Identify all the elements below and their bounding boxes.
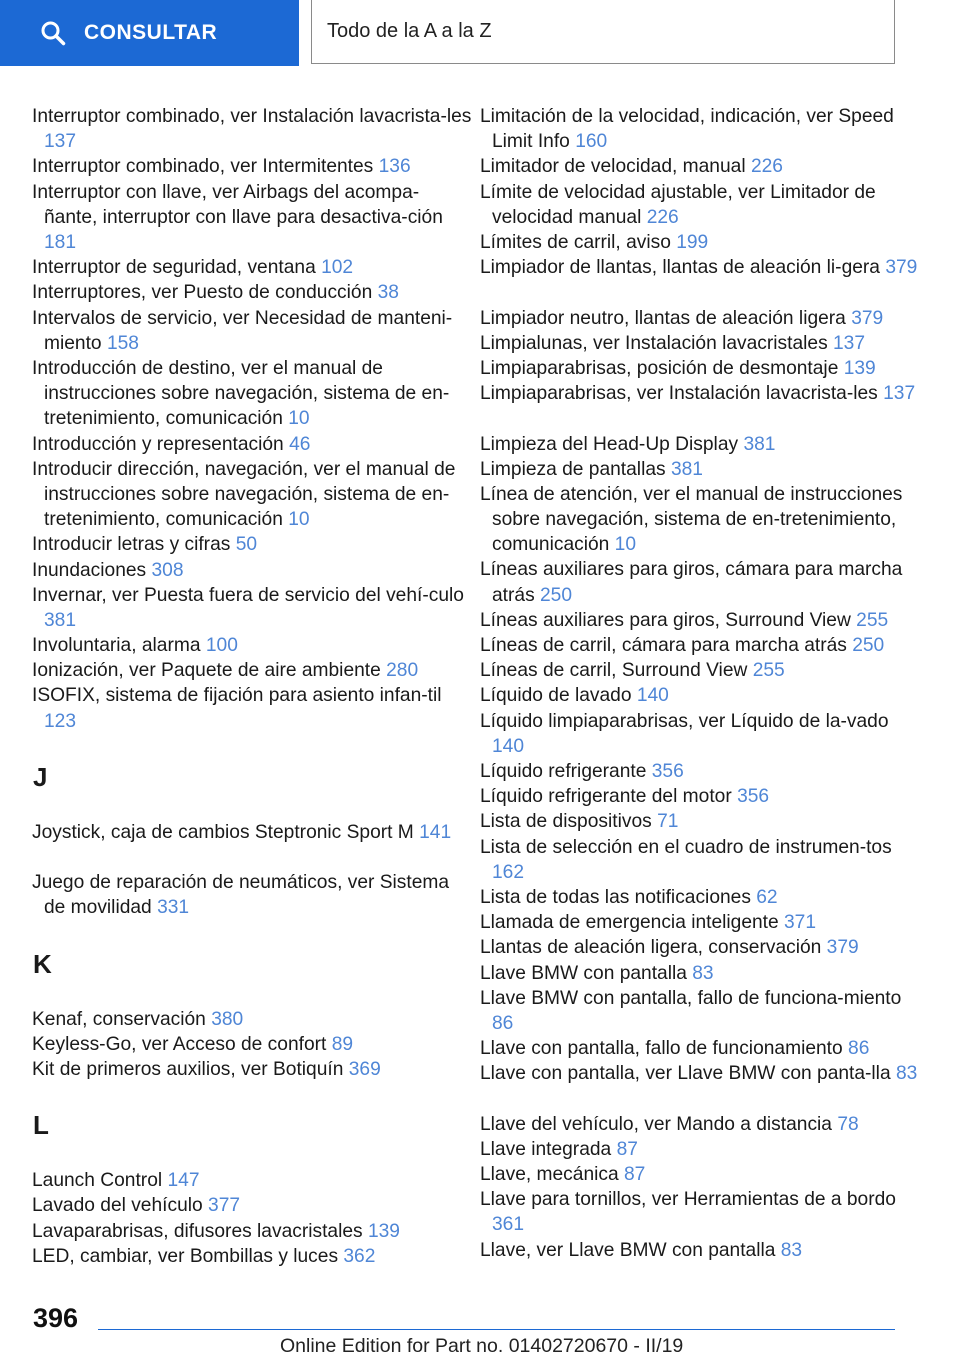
index-entry [480,885,920,910]
page-reference-link[interactable]: 181 [44,231,77,253]
entry-text: Llave, mecánica [480,1164,619,1186]
page-reference-link[interactable]: 136 [378,156,411,178]
page-reference-link[interactable]: 371 [784,912,817,934]
entry-text: Interruptores, ver Puesto de conducción [32,282,373,304]
section-spacer [32,921,472,951]
entry-text: Limitador de velocidad, manual [480,156,746,178]
page-reference-link[interactable]: 379 [826,937,859,959]
consult-label: CONSULTAR [84,21,218,44]
entry-text: Limpialunas, ver Instalación lavacristales [480,332,828,354]
index-entry [32,180,472,256]
page-reference-link[interactable]: 140 [636,685,669,707]
page-reference-link[interactable]: 381 [670,458,703,480]
index-entry [480,1036,920,1061]
page-reference-link[interactable]: 361 [492,1214,525,1236]
entry-text: Lista de dispositivos [480,811,652,833]
entry-text: ISOFIX, sistema de fijación para asiento infan-til [32,685,442,707]
page-reference-link[interactable]: 137 [44,131,77,153]
section-spacer [32,734,472,764]
index-entry [32,1168,472,1193]
breadcrumb[interactable] [311,0,895,64]
index-entry [480,809,920,834]
page-reference-link[interactable]: 10 [614,534,637,556]
page-reference-link[interactable]: 250 [540,584,573,606]
page-reference-link[interactable]: 255 [856,609,889,631]
entry-text: Líneas auxiliares para giros, cámara para marcha atrás [480,559,903,606]
index-entry [480,104,920,154]
page-reference-link[interactable]: 379 [885,257,918,279]
page-reference-link[interactable]: 255 [752,660,785,682]
page-reference-link[interactable]: 380 [211,1008,244,1030]
page-reference-link[interactable]: 250 [852,635,885,657]
consult-button[interactable] [0,0,299,66]
page-reference-link[interactable]: 226 [750,156,783,178]
page-reference-link[interactable]: 38 [377,282,399,304]
page-reference-link[interactable]: 331 [157,897,190,919]
entry-text: Lista de selección en el cuadro de instrumen-tos [480,836,892,858]
index-entry [480,986,920,1036]
entry-text: Invernar, ver Puesta fuera de servicio del vehí-culo [32,584,464,606]
index-entry [480,306,920,331]
index-entry [480,356,920,381]
index-entry [32,356,472,432]
page-reference-link[interactable]: 83 [692,962,714,984]
index-entry [32,820,472,870]
index-entry [480,1238,920,1263]
index-entry [480,835,920,885]
index-column-right [480,104,920,1263]
page-reference-link[interactable]: 226 [646,206,679,228]
entry-text: Limpieza de pantallas [480,458,666,480]
index-entry [480,381,920,431]
entry-text: LED, cambiar, ver Bombillas y luces [32,1245,339,1267]
entry-text: Kit de primeros auxilios, ver Botiquín [32,1059,344,1080]
entry-text: Líquido refrigerante [480,761,647,782]
page-reference-link[interactable]: 83 [895,1063,918,1085]
entry-text: Introducir dirección, navegación, ver el manual de instrucciones sobre navegación, sistema de en-tretenimiento, comunicación [32,458,456,531]
index-entry [480,658,920,683]
entry-text: Líquido refrigerante del motor [480,786,732,808]
page-reference-link[interactable]: 86 [492,1012,514,1034]
entry-text: Interruptor combinado, ver Instalación lavacrista-les [32,106,472,127]
page-reference-link[interactable]: 100 [205,635,238,657]
page-reference-link[interactable]: 280 [386,660,419,682]
section-spacer [32,1082,472,1112]
index-entry [480,683,920,708]
page-reference-link[interactable]: 369 [348,1059,381,1080]
page-reference-link[interactable]: 139 [843,357,876,379]
page-reference-link[interactable]: 377 [208,1195,241,1217]
index-entry [32,683,472,733]
section-letter: J [33,761,48,792]
index-entry [32,280,472,305]
page-reference-link[interactable]: 141 [419,821,452,843]
index-entry [32,633,472,658]
entry-text: Intervalos de servicio, ver Necesidad de manteni-miento [32,307,453,354]
entry-text: Lista de todas las notificaciones [480,886,751,908]
index-entry [32,255,472,280]
index-entry [480,759,920,784]
index-entry [32,1032,472,1057]
index-entry [480,935,920,960]
entry-text: Introducción de destino, ver el manual de instrucciones sobre navegación, sistema de en-tretenimiento, comunicación [32,357,450,430]
entry-text: Líneas de carril, Surround View [480,660,748,682]
page-reference-link[interactable]: 46 [289,433,311,455]
entry-text: Llave con pantalla, ver Llave BMW con panta-lla [480,1063,891,1085]
section-spacer [32,977,472,1007]
index-entry [32,1007,472,1032]
index-entry [32,1244,472,1269]
index-entry [32,658,472,683]
page-reference-link[interactable]: 62 [756,886,778,908]
entry-text: Keyless-Go, ver Acceso de confort [32,1033,327,1055]
entry-text: Llave BMW con pantalla [480,962,687,984]
entry-text: Llamada de emergencia inteligente [480,912,779,934]
page-reference-link[interactable]: 83 [780,1239,803,1261]
entry-text: Limitación de la velocidad, indicación, ver Speed Limit Info [480,106,894,153]
index-entry [480,910,920,935]
index-entry [480,608,920,633]
index-entry [480,633,920,658]
index-entry [32,104,472,154]
page-reference-link[interactable]: 381 [743,433,776,455]
index-entry [480,557,920,607]
entry-text: Llave BMW con pantalla, fallo de funciona-miento [480,987,902,1009]
page-reference-link[interactable]: 356 [737,786,770,808]
entry-text: Involuntaria, alarma [32,635,201,657]
page-number: 396 [33,1303,79,1333]
index-entry [480,432,920,457]
entry-text: Introducción y representación [32,433,284,455]
entry-text: Interruptor con llave, ver Airbags del acompa-ñante, interruptor con llave para desactiva-ción [32,181,443,228]
page-reference-link[interactable]: 102 [321,257,354,279]
page-reference-link[interactable]: 381 [44,609,77,631]
page-reference-link[interactable]: 87 [616,1138,638,1160]
index-entry [32,457,472,533]
page-reference-link[interactable]: 160 [575,131,608,153]
index-entry [32,1219,472,1244]
index-entry [32,558,472,583]
breadcrumb-label: Todo de la A a la Z [327,20,492,42]
index-column-left [32,104,472,1269]
entry-text: Limpieza del Head-Up Display [480,433,739,455]
entry-text: Líneas auxiliares para giros, Surround View [480,609,851,631]
edition-note: Online Edition for Part no. 01402720670 - II/19 [280,1335,684,1357]
index-entry [480,1162,920,1187]
index-entry [480,457,920,482]
index-entry [32,432,472,457]
entry-text: Limpiaparabrisas, posición de desmontaje [480,357,839,379]
entry-text: Lavado del vehículo [32,1195,203,1217]
index-entry [480,961,920,986]
page-reference-link[interactable]: 137 [833,332,866,354]
entry-text: Llave integrada [480,1138,612,1160]
page-reference-link[interactable]: 139 [367,1220,400,1242]
index-entry [32,1057,472,1082]
section-letter: L [33,1110,49,1141]
search-icon [40,20,66,46]
index-entry [480,1187,920,1237]
entry-text: Juego de reparación de neumáticos, ver Sistema de movilidad [32,872,450,919]
page-reference-link[interactable]: 162 [492,861,525,883]
entry-text: Limpiaparabrisas, ver Instalación lavacrista-les [480,383,878,405]
top-bar [0,0,960,66]
page-reference-link[interactable]: 89 [331,1033,354,1055]
index-entry [480,784,920,809]
entry-text: Limpiador neutro, llantas de aleación ligera [480,307,846,329]
index-entry [480,180,920,230]
page-reference-link[interactable]: 356 [651,761,684,782]
entry-text: Kenaf, conservación [32,1008,206,1030]
entry-text: Llave para tornillos, ver Herramientas de a bordo [480,1189,896,1211]
page-reference-link[interactable]: 10 [288,509,310,531]
page-reference-link[interactable]: 123 [44,710,77,732]
entry-text: Líneas de carril, cámara para marcha atrás [480,635,847,657]
index-entry [32,532,472,557]
entry-text: Launch Control [32,1170,163,1192]
page-reference-link[interactable]: 308 [151,559,184,581]
page-reference-link[interactable]: 140 [492,735,525,757]
entry-text: Línea de atención, ver el manual de instrucciones sobre navegación, sistema de en-tretenimiento, comunicación [480,483,903,556]
index-entry [480,154,920,179]
index-entry [480,709,920,759]
index-entry [480,230,920,255]
entry-text: Introducir letras y cifras [32,534,231,556]
index-entry [480,255,920,305]
index-entry [480,331,920,356]
page-reference-link[interactable]: 147 [167,1170,200,1192]
index-entry [480,1061,920,1111]
page-reference-link[interactable]: 71 [657,811,679,833]
section-spacer [32,790,472,820]
page-reference-link[interactable]: 87 [624,1164,646,1186]
index-entry [480,482,920,558]
page-reference-link[interactable]: 362 [343,1245,376,1267]
page-reference-link[interactable]: 379 [851,307,884,329]
entry-text: Llave, ver Llave BMW con pantalla [480,1239,776,1261]
entry-text: Interruptor combinado, ver Intermitentes [32,156,374,178]
entry-text: Llave del vehículo, ver Mando a distancia [480,1113,832,1135]
index-entry [32,583,472,633]
entry-text: Límite de velocidad ajustable, ver Limitador de velocidad manual [480,181,876,228]
entry-text: Ionización, ver Paquete de aire ambiente [32,660,381,682]
entry-text: Lavaparabrisas, difusores lavacristales [32,1220,363,1242]
entry-text: Llantas de aleación ligera, conservación [480,937,822,959]
section-letter: K [33,948,52,979]
index-entry [32,306,472,356]
index-entry [32,1193,472,1218]
page-reference-link[interactable]: 10 [288,408,310,430]
section-spacer [32,1138,472,1168]
entry-text: Límites de carril, aviso [480,231,671,253]
entry-text: Llave con pantalla, fallo de funcionamiento [480,1038,843,1060]
page-reference-link[interactable]: 137 [883,383,916,405]
page-reference-link[interactable]: 86 [848,1038,870,1060]
entry-text: Limpiador de llantas, llantas de aleación li-gera [480,257,880,279]
entry-text: Líquido de lavado [480,685,632,707]
footer-divider [98,1329,895,1330]
page-reference-link[interactable]: 158 [106,332,139,354]
index-entry [480,1137,920,1162]
entry-text: Inundaciones [32,559,147,581]
page-reference-link[interactable]: 199 [676,231,709,253]
page-reference-link[interactable]: 50 [235,534,258,556]
page-reference-link[interactable]: 78 [837,1113,859,1135]
index-entry [32,154,472,179]
entry-text: Interruptor de seguridad, ventana [32,257,316,279]
entry-text: Líquido limpiaparabrisas, ver Líquido de la-vado [480,710,889,732]
index-entry [32,870,472,920]
index-entry [480,1112,920,1137]
entry-text: Joystick, caja de cambios Steptronic Sport M [32,821,414,843]
